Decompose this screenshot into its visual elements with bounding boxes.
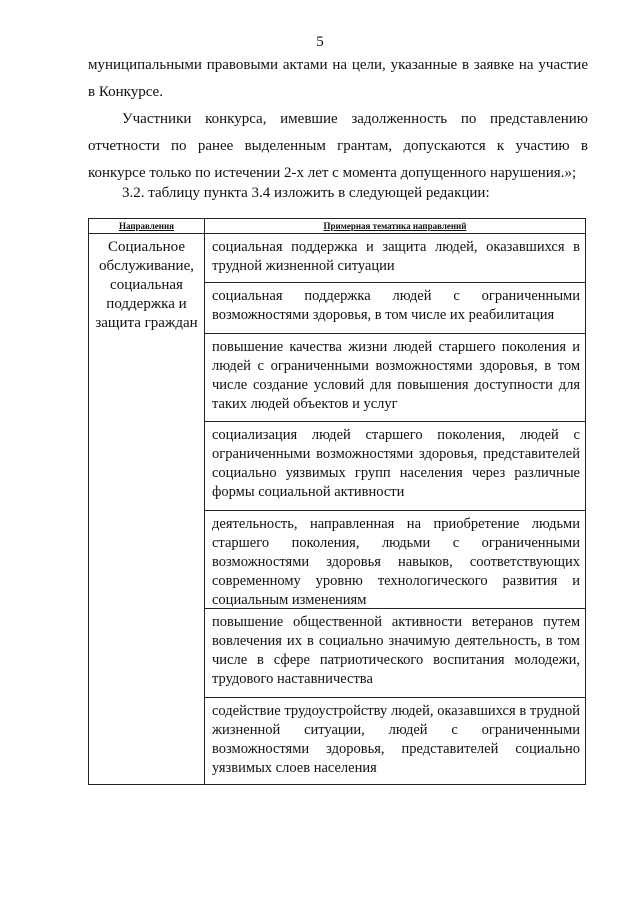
page-number: 5 <box>316 34 324 50</box>
direction-cell: Социальное обслуживание, социальная поддержка и защита граждан <box>89 234 205 785</box>
topics-cell <box>205 234 586 785</box>
table-row <box>89 234 586 785</box>
topic-item: повышение общественной активности ветеранов путем вовлечения их в социально значимую деятельность, в том числе в сфере патриотического воспитания молодежи, трудового наставничества <box>205 609 585 698</box>
table-header-row <box>89 219 586 234</box>
topic-item: содействие трудоустройству людей, оказавшихся в трудной жизненной ситуации, людей с ограниченными возможностями здоровья, представителей социально уязвимых слоев населения <box>212 703 580 776</box>
topic-item: социальная поддержка людей с ограниченными возможностями здоровья, в том числе их реабилитация <box>205 283 585 334</box>
topic-item: деятельность, направленная на приобретение людьми старшего поколения, людьми с ограниченными возможностями здоровья навыков, соответствующих современному уровню технологического развития и социальным изменениям <box>205 511 585 609</box>
header-directions: Направления <box>89 219 205 234</box>
header-topics: Примерная тематика направлений <box>205 219 586 234</box>
directions-table <box>88 218 586 785</box>
paragraph-table-intro: 3.2. таблицу пункта 3.4 изложить в следующей редакции: <box>122 185 490 201</box>
paragraph-continuation: муниципальными правовыми актами на цели, указанные в заявке на участие в Конкурсе. <box>88 57 588 100</box>
topic-item: социальная поддержка и защита людей, оказавшихся в трудной жизненной ситуации <box>205 234 585 283</box>
topic-item: социализация людей старшего поколения, людей с ограниченными возможностями здоровья, представителей социально уязвимых групп населения через различные формы социальной активности <box>205 422 585 511</box>
paragraph-participants: Участники конкурса, имевшие задолженность по представлению отчетности по ранее выделенным грантам, допускаются к участию в конкурсе только по истечении 2-х лет с момента допущенного нарушения.»; <box>88 111 588 181</box>
topic-item: повышение качества жизни людей старшего поколения и людей с ограниченными возможностями здоровья, в том числе создание условий для повышения доступности для таких людей объектов и услуг <box>205 334 585 422</box>
